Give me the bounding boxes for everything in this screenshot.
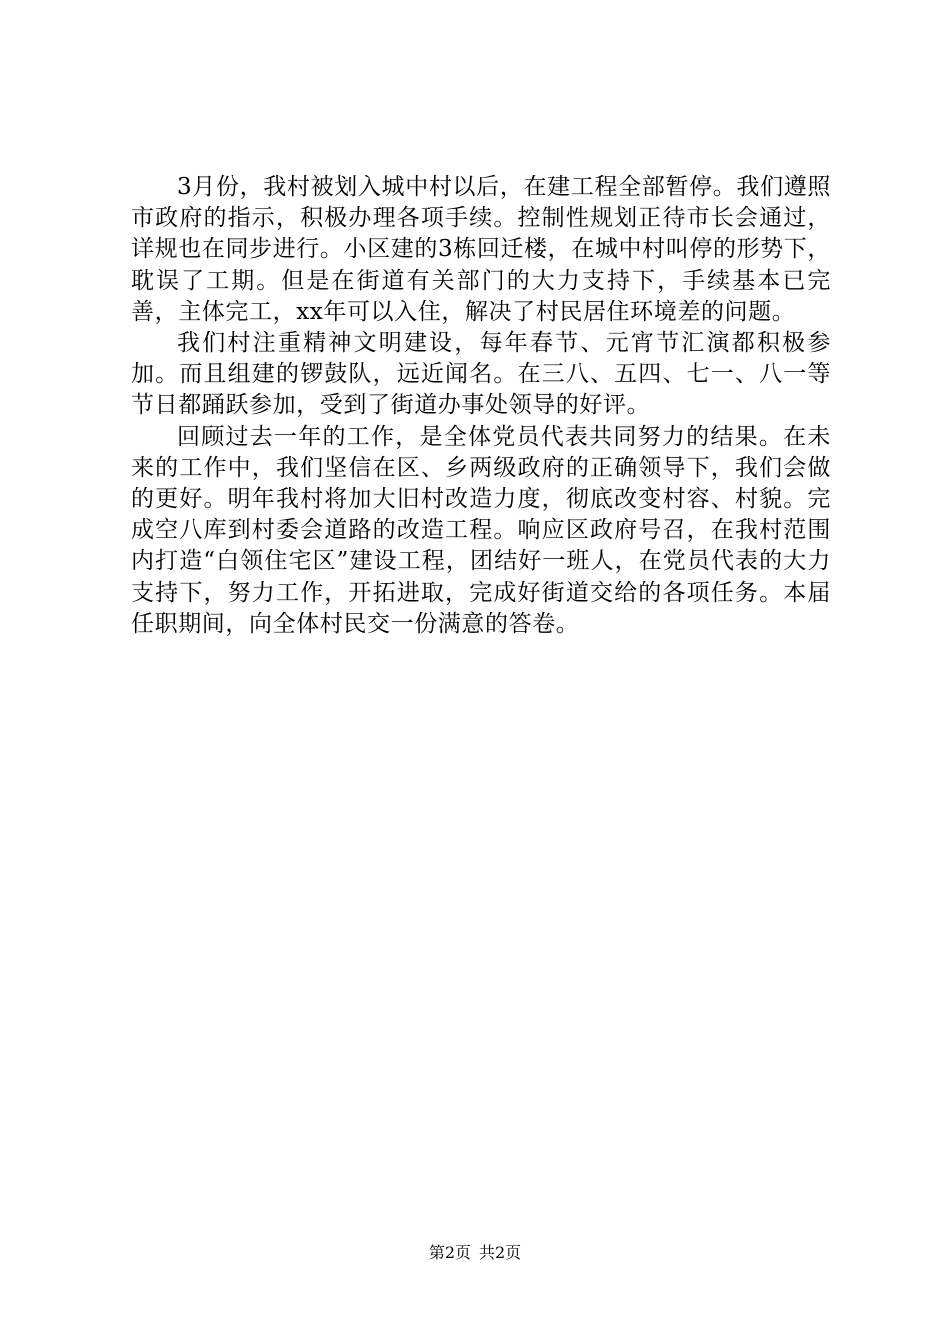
paragraph-review: 回顾过去一年的工作，是全体党员代表共同努力的结果。在未来的工作中，我们坚信在区、乡两级政府的正确领导下，我们会做的更好。明年我村将加大旧村改造力度，彻底改变村容、村貌。完成空八库到村委会道路的改造工程。响应区政府号召，在我村范围内打造“白领住宅区”建设工程，团结好一班人，在党员代表的大力支持下，努力工作，开拓进取，完成好街道交给的各项任务。本届任职期间，向全体村民交一份满意的答卷。 [131,423,831,637]
document-body [131,172,831,640]
paragraph-culture: 我们村注重精神文明建设，每年春节、元宵节汇演都积极参加。而且组建的锣鼓队，远近闻名。在三八、五四、七一、八一等节日都踊跃参加，受到了街道办事处领导的好评。 [131,330,831,419]
page-footer [0,1242,950,1264]
page-number-total: 共2页 [479,1243,522,1262]
page-number-current: 第2页 [428,1243,471,1262]
paragraph-construction: 3月份，我村被划入城中村以后，在建工程全部暂停。我们遵照市政府的指示，积极办理各项手续。控制性规划正待市长会通过，详规也在同步进行。小区建的3栋回迁楼，在城中村叫停的形势下，耽误了工期。但是在街道有关部门的大力支持下，手续基本已完善，主体完工，xx年可以入住，解决了村民居住环境差的问题。 [131,174,831,325]
